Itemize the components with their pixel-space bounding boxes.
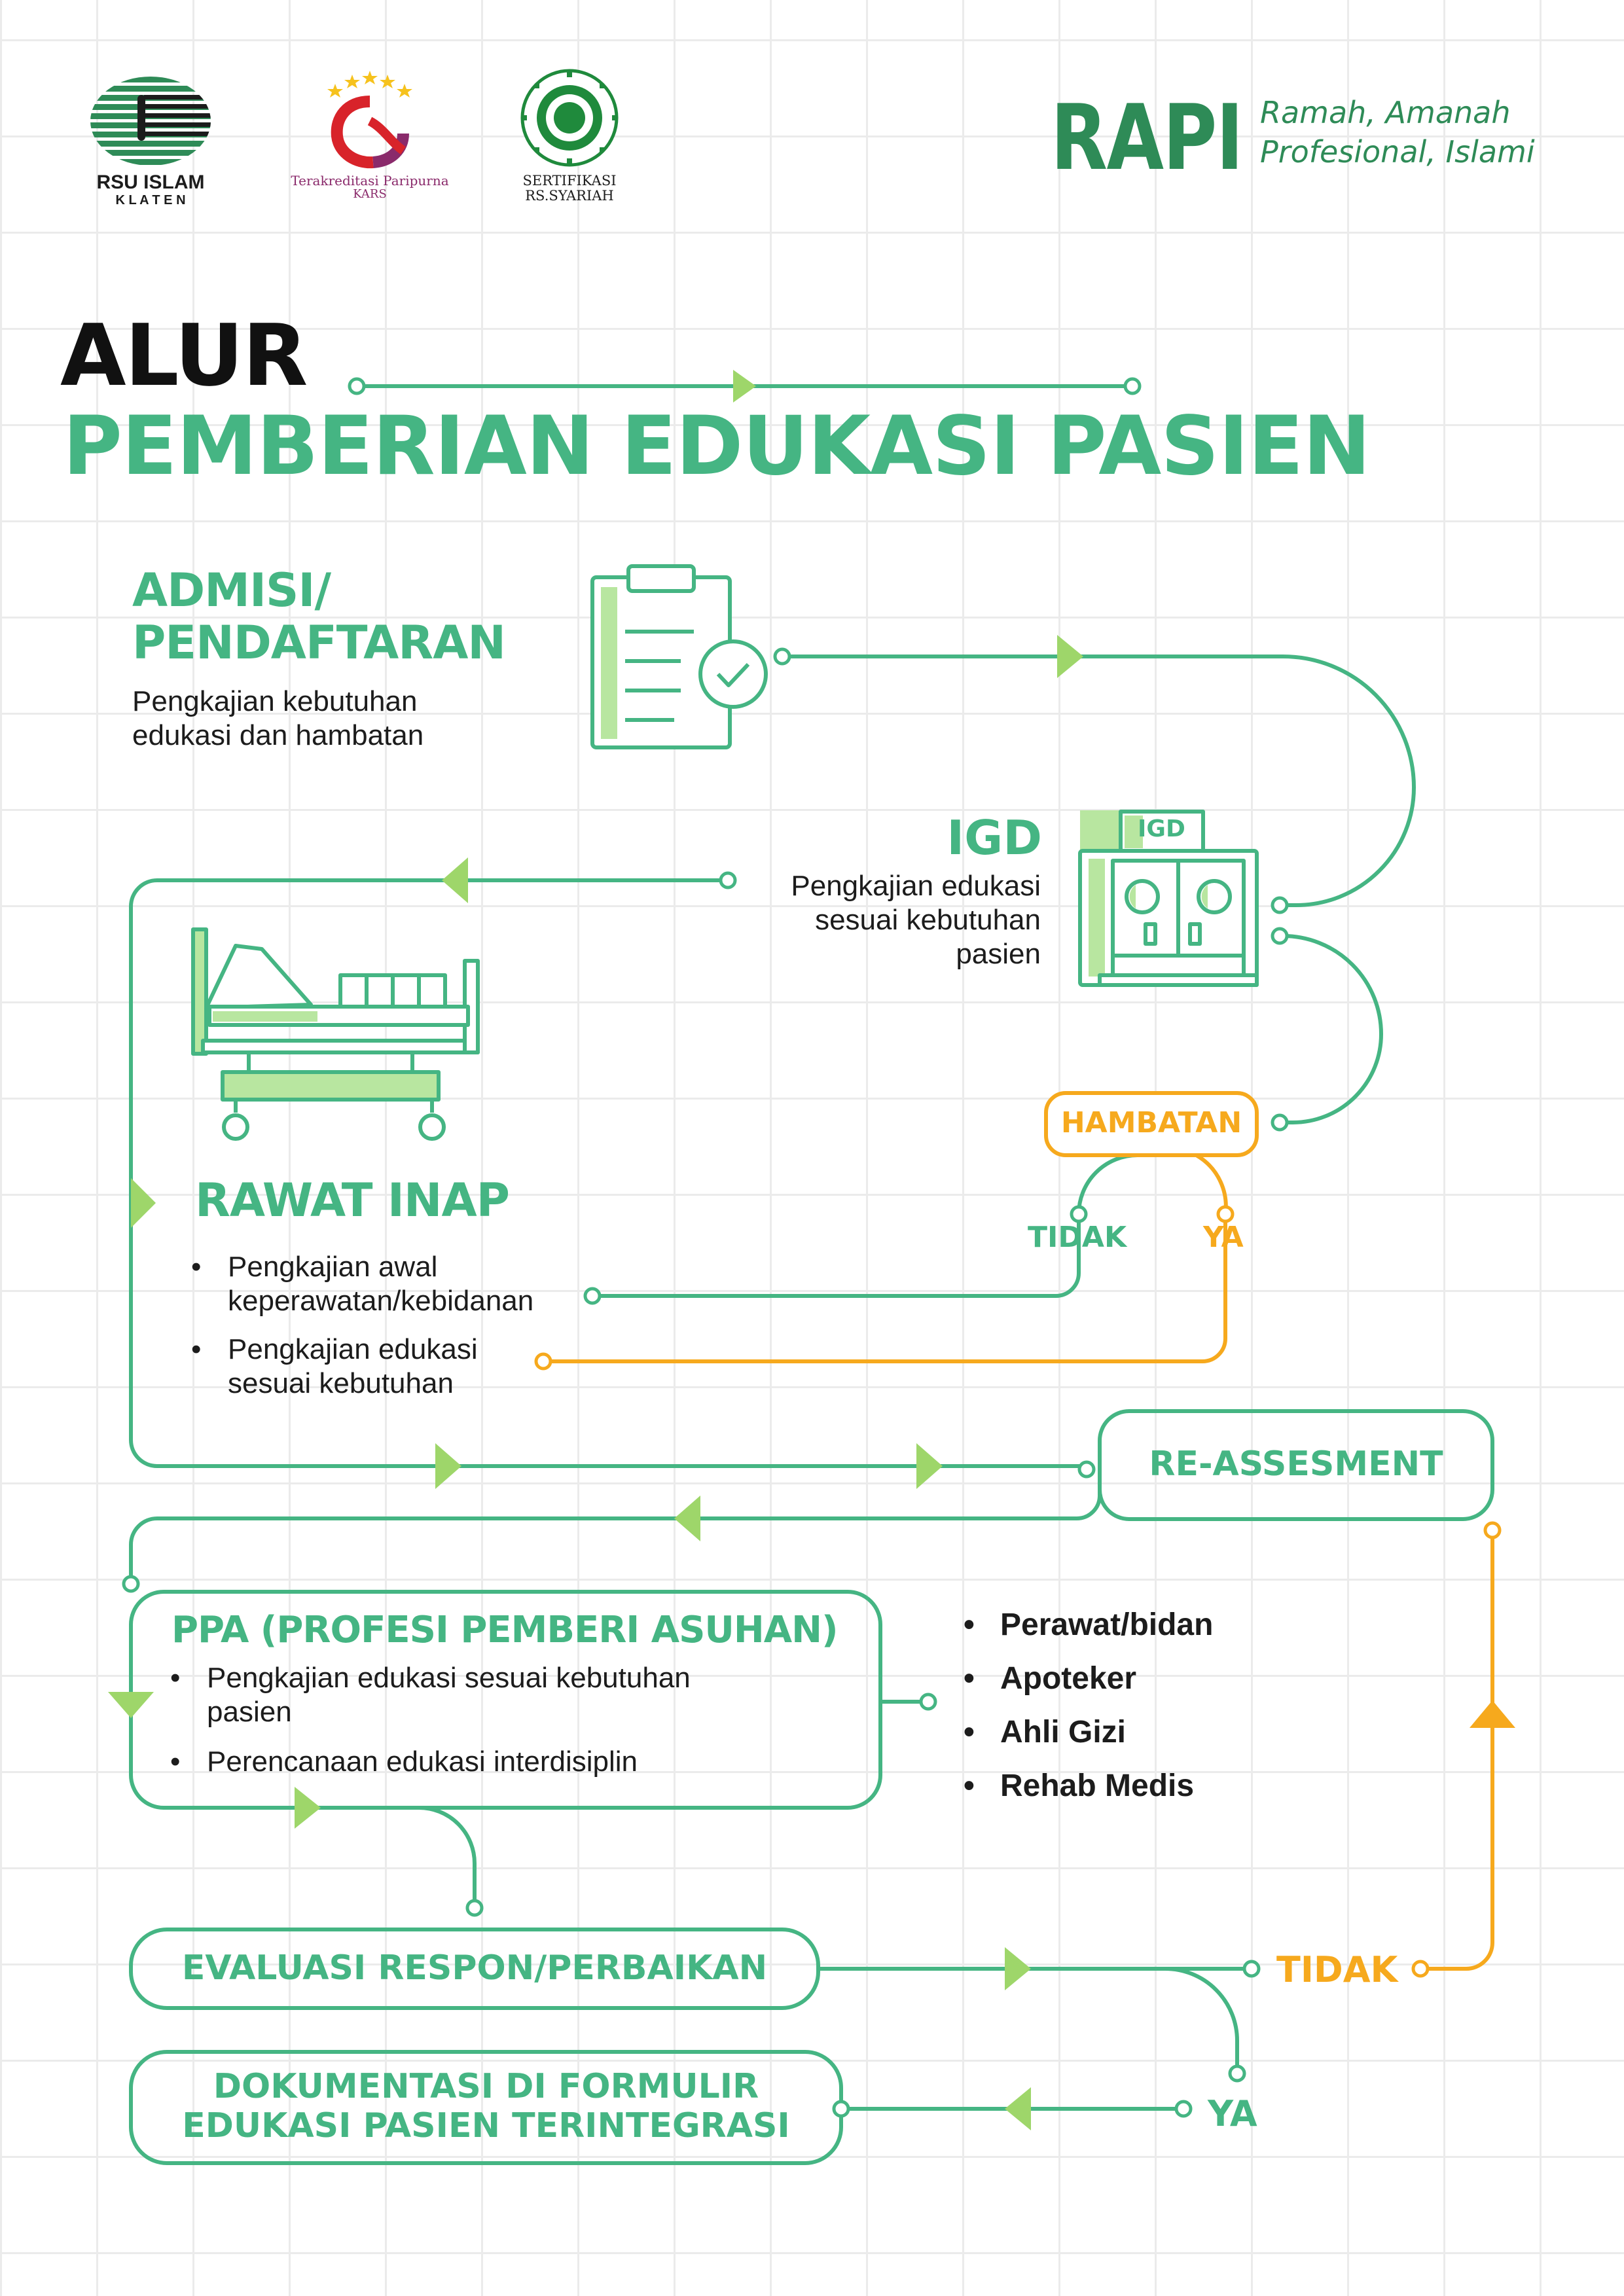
brand-tagline-line1: Ramah, Amanah (1260, 95, 1511, 130)
evaluasi-tidak-node (1244, 1962, 1259, 1976)
arrow-left-icon (674, 1496, 700, 1541)
evaluasi-no-label: TIDAK (1276, 1949, 1398, 1990)
profession-item: • Apoteker (964, 1652, 1213, 1706)
rawat-inap-node-2 (536, 1354, 550, 1369)
ppa-node-top (124, 1577, 138, 1591)
hambatan-split-green (1079, 1155, 1138, 1214)
reassessment-label: RE-ASSESMENT (1149, 1444, 1443, 1484)
hambatan-yes-label: YA (1203, 1221, 1244, 1254)
ya-node (1218, 1207, 1233, 1221)
reassessment-orange-node (1485, 1523, 1500, 1537)
rawat-inap-item-line2: keperawatan/kebidanan (228, 1284, 534, 1317)
rawat-inap-node-1 (585, 1289, 600, 1303)
kars-caption: Terakreditasi Paripurna (291, 173, 449, 188)
profession-item: • Perawat/bidan (964, 1598, 1213, 1652)
title-node-right (1125, 379, 1140, 393)
rawat-inap-list (191, 1250, 533, 1401)
tidak-to-rawat-inap-connector (592, 1215, 1079, 1296)
igd-node-in (1272, 898, 1287, 912)
admisi-node (775, 649, 789, 664)
rsu-islam-city: K L A T E N (115, 193, 186, 207)
evaluasi-label: EVALUASI RESPON/PERBAIKAN (181, 1948, 768, 1988)
reassessment-to-ppa-connector (131, 1469, 1100, 1583)
arrow-left-icon (442, 857, 468, 903)
hambatan-node (1272, 1115, 1287, 1130)
profession-item: • Ahli Gizi (964, 1706, 1213, 1759)
dokumentasi-label (131, 2067, 841, 2145)
rawat-inap-title: RAWAT INAP (195, 1174, 509, 1227)
arrow-right-icon (733, 370, 756, 403)
arrow-up-icon (1470, 1700, 1515, 1728)
admisi-title (132, 564, 505, 669)
arrow-right-icon (295, 1787, 321, 1829)
hambatan-label: HAMBATAN (1060, 1106, 1242, 1139)
arrow-right-icon (916, 1443, 943, 1489)
igd-desc-line1: Pengkajian edukasi (791, 870, 1041, 902)
admisi-title-line1: ADMISI/ (132, 564, 331, 617)
tidak-orange-node (1413, 1962, 1428, 1976)
rawat-inap-item-line1: • Pengkajian awal (228, 1251, 438, 1283)
arrow-down-icon (108, 1692, 154, 1718)
kars-caption-short: KARS (353, 187, 387, 201)
ppa-node-right (921, 1695, 935, 1709)
profession-item: • Rehab Medis (964, 1759, 1213, 1813)
hospital-bed-icon (193, 929, 478, 1139)
admisi-desc-line2: edukasi dan hambatan (132, 719, 424, 751)
ppa-item-line1: • Pengkajian edukasi sesuai kebutuhan (207, 1662, 691, 1694)
arrow-right-icon (1005, 1947, 1031, 1990)
hambatan-split-orange (1138, 1147, 1226, 1214)
ppa-item (170, 1661, 864, 1729)
ppa-title: PPA (PROFESI PEMBERI ASUHAN) (171, 1609, 838, 1651)
ppa-to-evaluasi-connector (314, 1808, 475, 1901)
evaluasi-node-top (467, 1901, 482, 1915)
ppa-item (170, 1745, 864, 1779)
brand-tagline-line2: Profesional, Islami (1260, 134, 1535, 170)
evaluasi-yes-label: YA (1208, 2093, 1257, 2134)
ppa-list (170, 1661, 864, 1779)
mui-caption: SERTIFIKASI (522, 173, 617, 188)
rawat-inap-item (191, 1250, 533, 1318)
arrow-right-icon (1057, 635, 1083, 678)
arrow-left-icon (1005, 2087, 1031, 2130)
igd-sign-text: IGD (1138, 816, 1185, 842)
clipboard-check-icon (592, 566, 766, 747)
mui-caption-sub: RS.SYARIAH (525, 188, 614, 204)
ppa-item-line2: pasien (207, 1695, 292, 1728)
brand-rapi: RAPI (1051, 85, 1243, 190)
admisi-description (132, 685, 424, 753)
dokumentasi-label-line2: EDUKASI PASIEN TERINTEGRASI (182, 2106, 790, 2145)
ppa-professions-list (964, 1598, 1213, 1813)
igd-title: IGD (947, 810, 1042, 865)
rawat-inap-item-line1: • Pengkajian edukasi (228, 1333, 478, 1365)
tidak-node (1072, 1207, 1086, 1221)
title-line1: ALUR (60, 306, 307, 405)
arrow-right-icon (131, 1178, 156, 1228)
igd-desc-line3: pasien (956, 937, 1041, 970)
admisi-desc-line1: Pengkajian kebutuhan (132, 685, 418, 717)
evaluasi-ya-node (1230, 2066, 1244, 2081)
ya-dokumentasi-node (1176, 2102, 1191, 2116)
reassessment-node (1079, 1462, 1094, 1477)
igd-desc-line2: sesuai kebutuhan (815, 903, 1041, 936)
title-node-left (350, 379, 364, 393)
rawat-inap-item (191, 1333, 533, 1401)
igd-description (713, 869, 1041, 971)
rsu-islam-name: RSU ISLAM (96, 171, 205, 193)
tidak-to-reassessment-connector (1414, 1534, 1492, 1969)
ppa-item-line1: • Perencanaan edukasi interdisiplin (207, 1745, 638, 1778)
dokumentasi-label-line1: DOKUMENTASI DI FORMULIR (213, 2067, 759, 2106)
hambatan-no-label: TIDAK (1028, 1221, 1127, 1254)
rawat-inap-item-line2: sesuai kebutuhan (228, 1367, 454, 1399)
evaluasi-to-ya-connector (1126, 1969, 1237, 2068)
arrow-right-icon (435, 1443, 461, 1489)
igd-node-out (1272, 929, 1287, 943)
igd-to-hambatan-connector (1280, 936, 1381, 1122)
title-line2: PEMBERIAN EDUKASI PASIEN (63, 399, 1371, 493)
admisi-title-line2: PENDAFTARAN (132, 616, 505, 670)
